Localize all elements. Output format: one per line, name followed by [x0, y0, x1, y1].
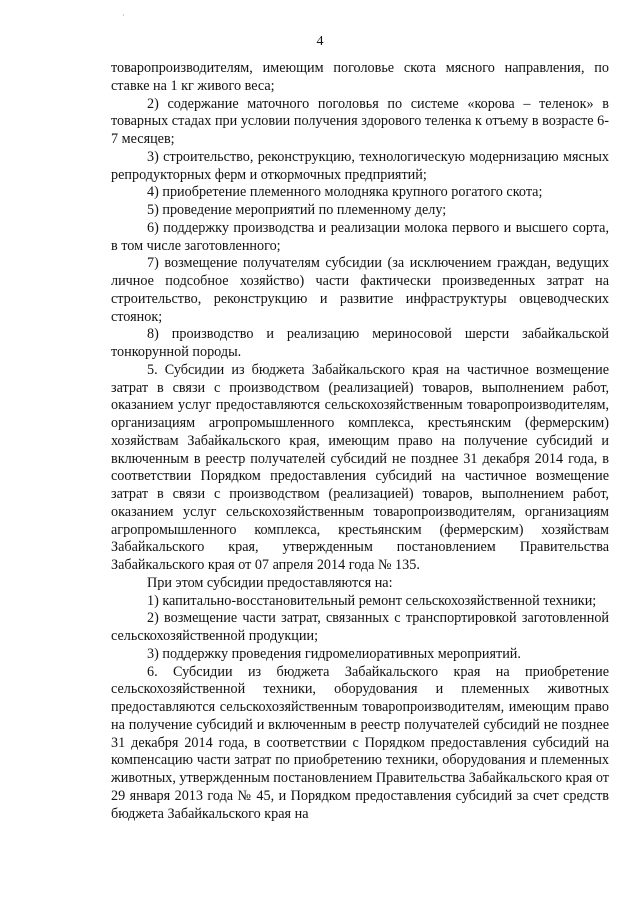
- paragraph-section-5: 5. Субсидии из бюджета Забайкальского края на частичное возмещение затрат в связи с производством (реализацией) товаров, выполнением работ, оказанием услуг предоставляются сельскохозяйственным товаропроизводителям, организациям агропромышленного комплекса, крестьянским (фермерским) хозяйствам Забайкальского края, имеющим право на получение субсидий и включенным в реестр получателей субсидий не позднее 31 декабря 2014 года, в соответствии Порядком предоставления субсидий на частичное возмещение затрат в связи с производством (реализацией) товаров, выполнением работ, оказанием услуг сельскохозяйственным товаропроизводителям, организациям агропромышленного комплекса, крестьянским (фермерским) хозяйствам Забайкальского края, утвержденным постановлением Правительства Забайкальского края от 07 апреля 2014 года № 135.: [111, 361, 609, 573]
- paragraph-item-7: 7) возмещение получателям субсидии (за исключением граждан, ведущих личное подсобное хозяйство) части фактически произведенных затрат на строительство, реконструкцию и развитие инфраструктуры овцеводческих стоянок;: [111, 255, 609, 325]
- paragraph-item-3: 3) строительство, реконструкцию, технологическую модернизацию мясных репродукторных ферм и откормочных предприятий;: [111, 148, 609, 183]
- page-number: 4: [316, 34, 324, 49]
- paragraph-subsidy-item-3: 3) поддержку проведения гидромелиоративных мероприятий.: [147, 645, 521, 662]
- paragraph-item-4: 4) приобретение племенного молодняка крупного рогатого скота;: [147, 184, 543, 201]
- paragraph-subsidies-intro: При этом субсидии предоставляются на:: [147, 574, 393, 591]
- paragraph-subsidy-item-2: 2) возмещение части затрат, связанных с транспортировкой заготовленной сельскохозяйственной продукции;: [111, 610, 609, 644]
- paragraph-continuation: товаропроизводителям, имеющим поголовье скота мясного направления, по ставке на 1 кг живого веса;: [111, 60, 609, 94]
- paragraph-item-2: 2) содержание маточного поголовья по системе «корова – теленок» в товарных стадах при условии получения здорового теленка к отъему в возрасте 6-7 месяцев;: [111, 95, 609, 147]
- paragraph-item-8: 8) производство и реализацию мериносовой шерсти забайкальской тонкорунной породы.: [111, 326, 609, 360]
- paragraph-subsidy-item-1: 1) капитально-восстановительный ремонт сельскохозяйственной техники;: [147, 592, 597, 609]
- paragraph-item-6: 6) поддержку производства и реализации молока первого и высшего сорта, в том числе заготовленного;: [111, 219, 609, 254]
- document-body: [111, 60, 609, 823]
- paragraph-item-5: 5) проведение мероприятий по племенному делу;: [147, 202, 447, 218]
- paragraph-section-6: 6. Субсидии из бюджета Забайкальского края на приобретение сельскохозяйственной техники, оборудования и племенных животных предоставляются сельскохозяйственным товаропроизводителям, имеющим право на получение субсидий и включенным в реестр получателей субсидий не позднее 31 декабря 2014 года, в соответствии с Порядком предоставления субсидий на компенсацию части затрат по приобретению техники, оборудования и племенных животных, утвержденным постановлением Правительства Забайкальского края от 29 января 2013 года № 45, и Порядком предоставления субсидий за счет средств бюджета Забайкальского края на: [111, 663, 609, 822]
- scan-mark: ·: [122, 11, 125, 20]
